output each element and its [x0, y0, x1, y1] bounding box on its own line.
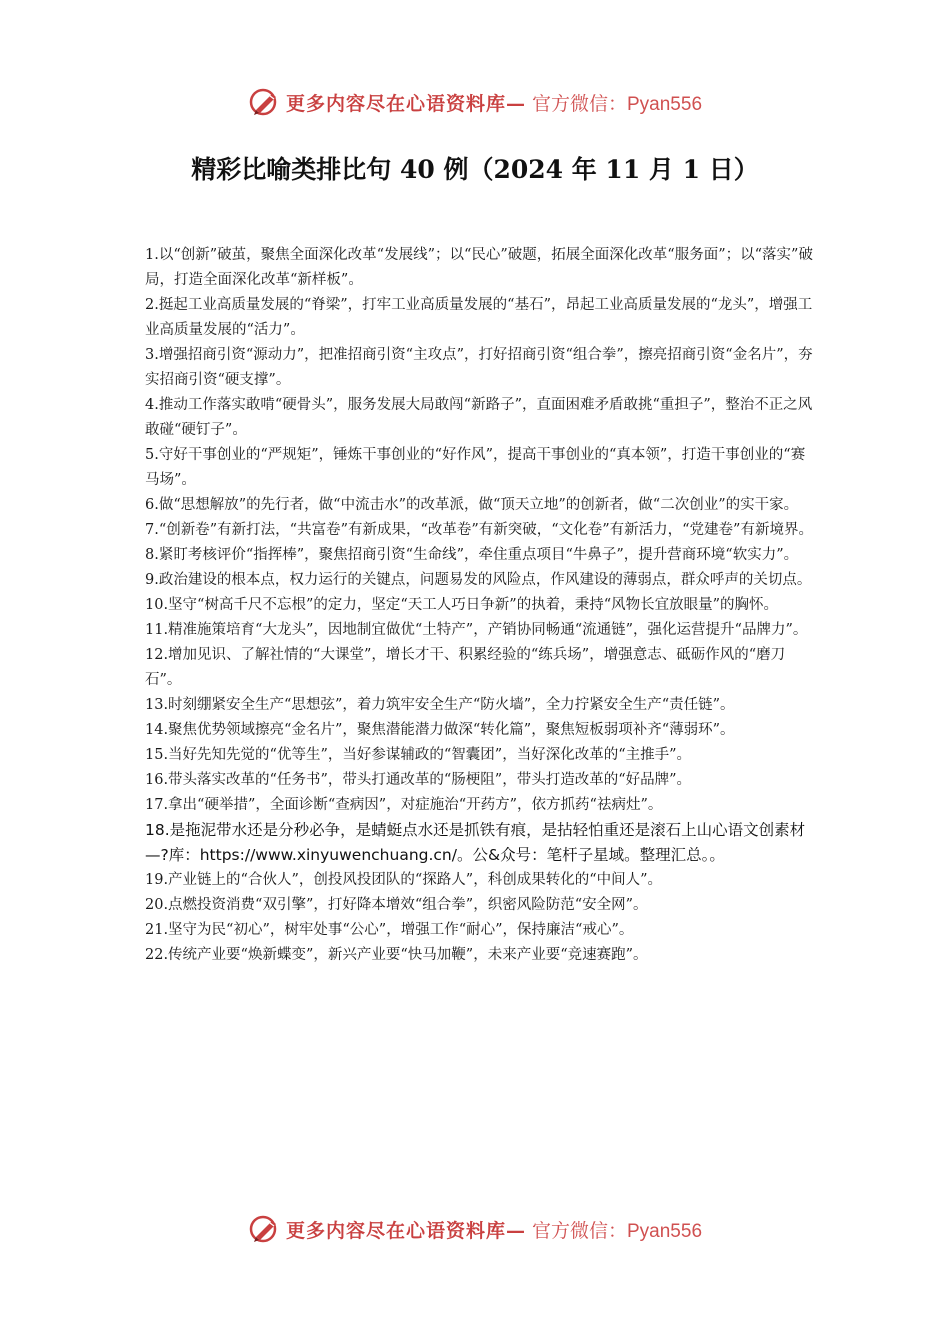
list-item: 1.以“创新”破茧，聚焦全面深化改革“发展线”；以“民心”破题，拓展全面深化改革“服务面”；以“落实”破局，打造全面深化改革“新样板”。 — [145, 247, 813, 288]
list-item: 14.聚焦优势领域擦亮“金名片”，聚焦潜能潜力做深“转化篇”，聚焦短板弱项补齐“薄弱环”。 — [145, 722, 735, 738]
list-item: 15.当好先知先觉的“优等生”，当好参谋辅政的“智囊团”，当好深化改革的“主推手”。 — [145, 747, 692, 763]
pen-logo-icon — [248, 85, 282, 119]
pen-logo-icon — [248, 1212, 282, 1246]
list-item-watermark: 18.是拖泥带水还是分秒必争，是蜻蜓点水还是抓铁有痕，是拈轻怕重还是滚石上山心语文创素材—?库：https://www.xinyuwenchuang.cn/。公&众号：笔杆子星域。整理汇总。。 — [145, 821, 806, 864]
list-item: 19.产业链上的“合伙人”，创投风投团队的“探路人”，科创成果转化的“中间人”。 — [145, 872, 663, 888]
list-item: 4.推动工作落实敢啃“硬骨头”，服务发展大局敢闯“新路子”，直面困难矛盾敢挑“重担子”，整治不正之风敢碰“硬钉子”。 — [145, 397, 813, 438]
banner-brand-text: 更多内容尽在心语资料库— — [285, 92, 526, 115]
footer-banner — [0, 1209, 950, 1249]
list-item: 3.增强招商引资“源动力”，把准招商引资“主攻点”，打好招商引资“组合拳”，擦亮招商引资“金名片”，夯实招商引资“硬支撑”。 — [145, 347, 813, 388]
header-banner — [0, 82, 950, 122]
list-item: 20.点燃投资消费“双引擎”，打好降本增效“组合拳”，织密风险防范“安全网”。 — [145, 897, 648, 913]
list-body — [145, 243, 815, 968]
banner-brand-text: 更多内容尽在心语资料库— — [285, 1219, 526, 1242]
list-item: 7.“创新卷”有新打法，“共富卷”有新成果，“改革卷”有新突破，“文化卷”有新活力，“党建卷”有新境界。 — [145, 522, 813, 538]
list-item: 22.传统产业要“焕新蝶变”，新兴产业要“快马加鞭”，未来产业要“竞速赛跑”。 — [145, 947, 648, 963]
page-title: 精彩比喻类排比句 40 例（2024 年 11 月 1 日） — [191, 155, 759, 184]
list-item: 12.增加见识、了解社情的“大课堂”，增长才干、积累经验的“练兵场”，增强意志、砥砺作风的“磨刀石”。 — [145, 647, 786, 688]
list-item: 9.政治建设的根本点，权力运行的关键点，问题易发的风险点，作风建设的薄弱点，群众呼声的关切点。 — [145, 572, 812, 588]
list-item: 6.做“思想解放”的先行者，做“中流击水”的改革派，做“顶天立地”的创新者，做“二次创业”的实干家。 — [145, 497, 799, 513]
list-item: 8.紧盯考核评价“指挥棒”，聚焦招商引资“生命线”，牵住重点项目“牛鼻子”，提升营商环境“软实力”。 — [145, 547, 799, 563]
list-item: 2.挺起工业高质量发展的“脊梁”，打牢工业高质量发展的“基石”，昂起工业高质量发展的“龙头”，增强工业高质量发展的“活力”。 — [145, 297, 813, 338]
list-item: 11.精准施策培育“大龙头”，因地制宜做优“土特产”，产销协同畅通“流通链”，强化运营提升“品牌力”。 — [145, 622, 808, 638]
list-item: 17.拿出“硬举措”，全面诊断“查病因”，对症施治“开药方”，依方抓药“祛病灶”。 — [145, 797, 663, 813]
list-item: 16.带头落实改革的“任务书”，带头打通改革的“肠梗阻”，带头打造改革的“好品牌”。 — [145, 772, 692, 788]
list-item: 5.守好干事创业的“严规矩”，锤炼干事创业的“好作风”，提高干事创业的“真本领”，打造干事创业的“赛马场”。 — [145, 447, 806, 488]
list-item: 21.坚守为民“初心”，树牢处事“公心”，增强工作“耐心”，保持廉洁“戒心”。 — [145, 922, 634, 938]
list-item: 13.时刻绷紧安全生产“思想弦”，着力筑牢安全生产“防火墙”，全力拧紧安全生产“责任链”。 — [145, 697, 735, 713]
list-item: 10.坚守“树高千尺不忘根”的定力，坚定“天工人巧日争新”的执着，秉持“风物长宜放眼量”的胸怀。 — [145, 597, 779, 613]
banner-wechat-text: 官方微信：Pyan556 — [532, 93, 703, 115]
banner-wechat-text: 官方微信：Pyan556 — [532, 1220, 703, 1242]
